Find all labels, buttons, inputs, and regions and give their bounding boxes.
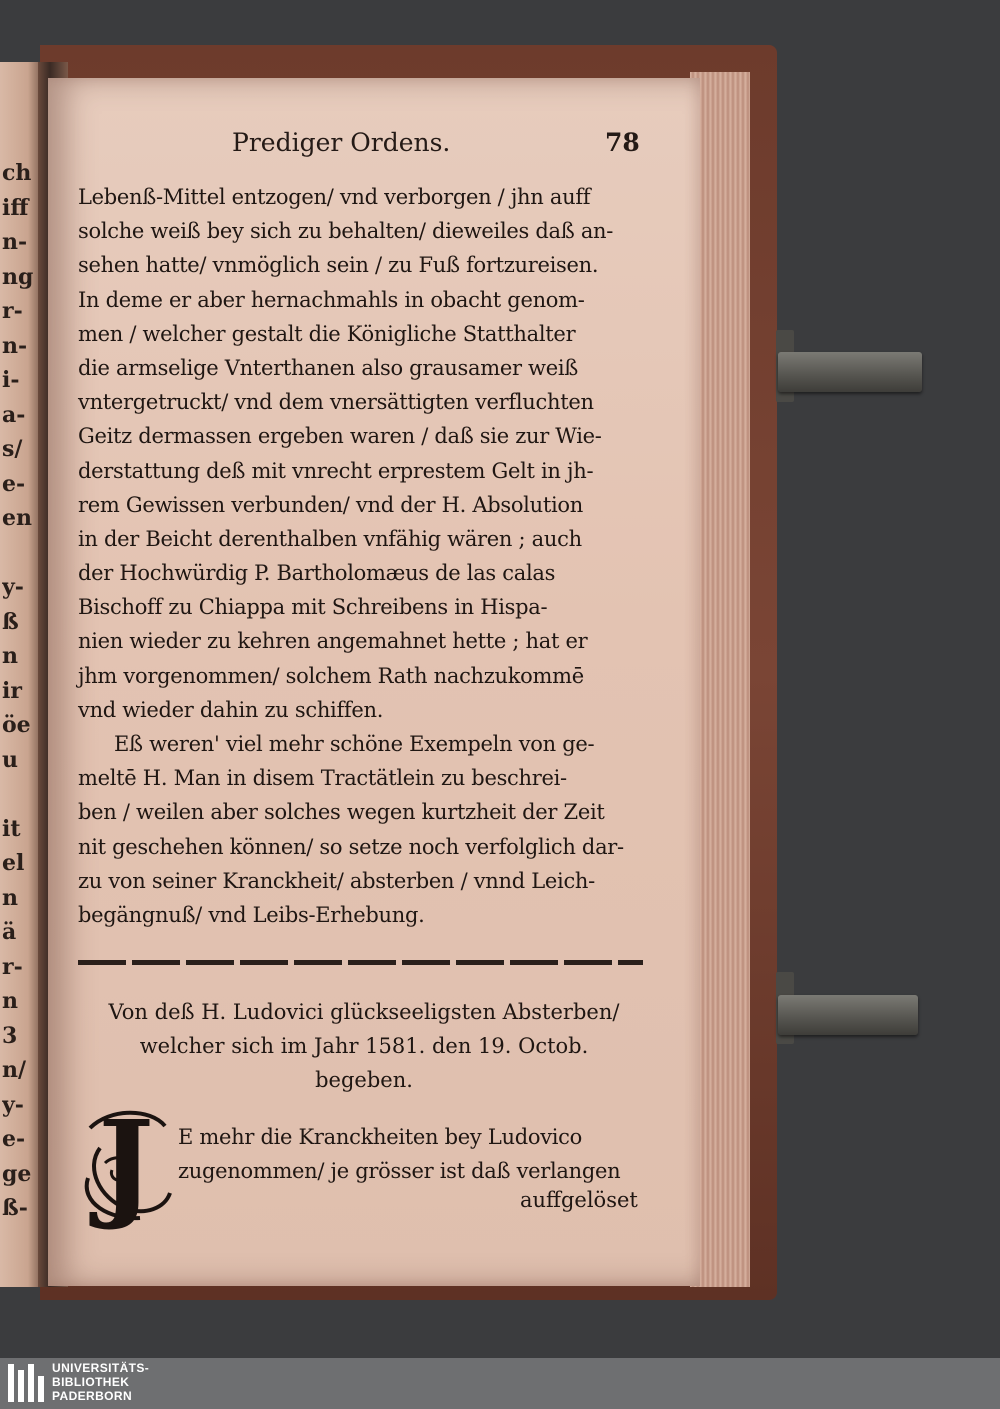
institution-line: UNIVERSITÄTS- <box>52 1361 150 1375</box>
section-divider <box>78 960 643 965</box>
left-margin-fragment: ge <box>2 1160 32 1187</box>
text-line: in der Beicht derenthalben vnfähig wären ; auch <box>78 526 582 551</box>
left-margin-fragment: ß‑ <box>2 1195 28 1221</box>
text-line: meltē H. Man in disem Tractätlein zu beschrei- <box>78 766 567 791</box>
catchword: auffgelöset <box>520 1188 638 1212</box>
text-line: nien wieder zu kehren angemahnet hette ; hat er <box>78 629 588 654</box>
text-line: rem Gewissen verbunden/ vnd der H. Absolution <box>78 492 583 517</box>
left-margin-fragment: it <box>2 815 21 842</box>
running-head: Prediger Ordens. <box>232 128 451 157</box>
left-margin-fragment: ir <box>2 677 22 704</box>
text-line: Eß weren' viel mehr schöne Exempeln von ge- <box>114 732 595 756</box>
heading-line: begeben. <box>315 1068 413 1092</box>
text-line: E mehr die Kranckheiten bey Ludovico <box>178 1125 582 1149</box>
text-line: men / welcher gestalt die Königliche Statthalter <box>78 321 576 346</box>
text-line: vnd wieder dahin zu schiffen. <box>78 697 384 722</box>
heading-line: Von deß H. Ludovici glückseeligsten Absterben/ <box>108 1000 620 1024</box>
left-margin-fragment: ng <box>2 263 34 290</box>
text-line: ben / weilen aber solches wegen kurtzheit der Zeit <box>78 800 605 825</box>
text-line: Bischoff zu Chiappa mit Schreibens in Hispa- <box>78 595 548 620</box>
text-line: sehen hatte/ vnmöglich sein / zu Fuß fortzureisen. <box>78 253 599 278</box>
left-margin-fragment: en <box>2 505 32 531</box>
left-margin-fragment: iff <box>2 194 29 221</box>
text-line: Geitz dermassen ergeben waren / daß sie zur Wie- <box>78 424 602 449</box>
left-margin-fragment: y‑ <box>2 574 24 600</box>
text-line: nit geschehen können/ so setze noch verfolglich dar- <box>78 834 624 859</box>
left-margin-fragment: n <box>2 643 18 669</box>
left-margin-fragment: e‑ <box>2 470 26 497</box>
left-margin-fragment: n/ <box>2 1057 27 1083</box>
text-line: Lebenß-Mittel entzogen/ vnd verborgen / jhn auff <box>78 185 591 209</box>
institution-name <box>52 1361 149 1403</box>
left-margin-fragment: s/ <box>2 436 23 462</box>
clasp-bottom <box>778 995 918 1035</box>
left-margin-fragment: u <box>2 746 18 773</box>
left-margin-fragment: n <box>2 884 18 911</box>
text-line: die armselige Vnterthanen also grausamer weiß <box>78 355 579 380</box>
left-margin-fragment: ä <box>2 919 17 945</box>
left-margin-fragment: i‑ <box>2 367 20 393</box>
left-margin-fragment: n <box>2 988 18 1014</box>
text-line: solche weiß bey sich zu behalten/ dieweiles daß an- <box>78 219 614 244</box>
left-margin-fragment: n‑ <box>2 332 28 359</box>
text-line: zugenommen/ je grösser ist daß verlangen <box>178 1159 621 1184</box>
left-margin-fragment: y‑ <box>2 1091 24 1118</box>
chapter-opening-text <box>178 1120 648 1188</box>
left-margin-fragment: e‑ <box>2 1126 26 1152</box>
text-line: begängnuß/ vnd Leibs-Erhebung. <box>78 902 425 927</box>
section-heading <box>78 995 650 1097</box>
page-number: 78 <box>605 128 640 157</box>
text-line: vntergetruckt/ vnd dem vnersättigten verfluchten <box>78 390 594 415</box>
text-line: der Hochwürdig P. Bartholomæus de las calas <box>78 561 556 586</box>
institution-line: BIBLIOTHEK <box>52 1375 130 1389</box>
clasp-top <box>778 352 922 392</box>
left-margin-fragment: r‑ <box>2 953 23 980</box>
left-margin-fragment: öe <box>2 712 31 738</box>
text-line: jhm vorgenommen/ solchem Rath nachzukommē <box>78 663 584 688</box>
left-margin-fragment: ch <box>2 160 32 186</box>
left-margin-fragment: a‑ <box>2 401 26 428</box>
body-text <box>78 180 650 932</box>
heading-line: welcher sich im Jahr 1581. den 19. Octob. <box>139 1034 589 1058</box>
left-margin-fragment: 3 <box>2 1022 18 1049</box>
decorated-initial: J <box>98 1094 154 1233</box>
text-line: zu von seiner Kranckheit/ absterben / vnnd Leich- <box>78 868 595 893</box>
library-footer <box>0 1358 1000 1409</box>
left-margin-fragment: r‑ <box>2 298 23 324</box>
left-margin-fragment: ß <box>2 608 19 635</box>
university-library-logo <box>6 1362 50 1404</box>
left-margin-fragment: el <box>2 850 25 876</box>
text-line: derstattung deß mit vnrecht erprestem Gelt in jh- <box>78 458 594 483</box>
text-line: In deme er aber hernachmahls in obacht genom- <box>78 287 585 312</box>
left-margin-fragment: n‑ <box>2 229 28 255</box>
institution-line: PADERBORN <box>52 1389 133 1403</box>
